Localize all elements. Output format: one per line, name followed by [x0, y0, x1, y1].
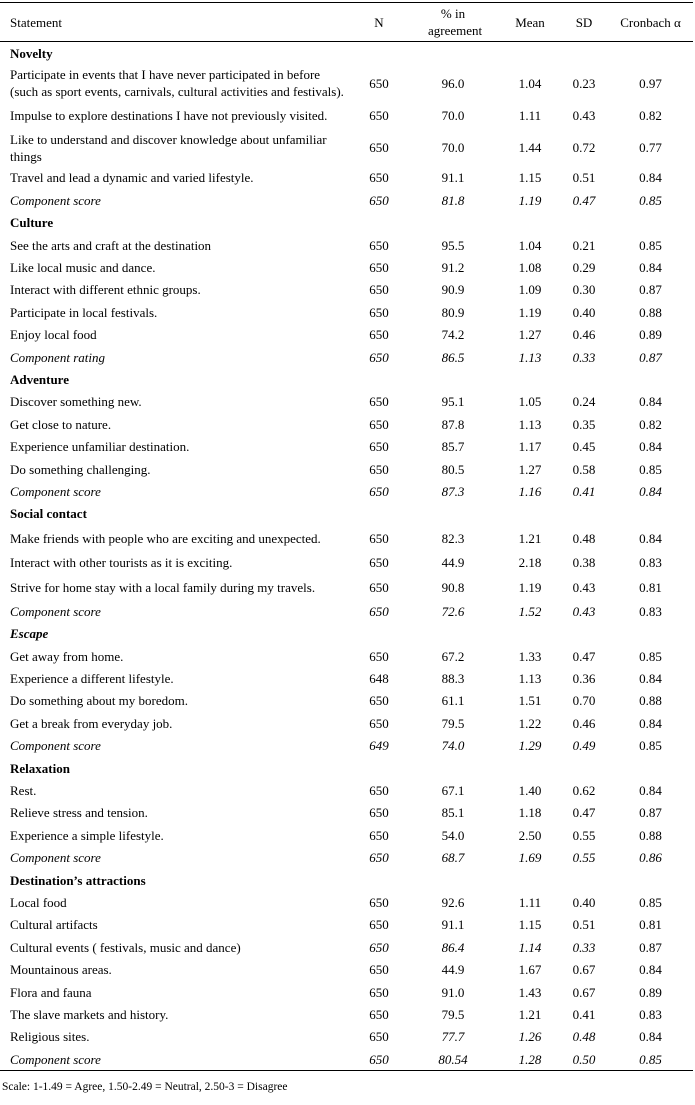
- n-cell: 650: [369, 349, 389, 365]
- cronbach-cell: 0.85: [639, 648, 662, 664]
- scale-note: Scale: 1-1.49 = Agree, 1.50-2.49 = Neutral, 2.50-3 = Disagree: [2, 1081, 288, 1094]
- mean-cell: 1.18: [518, 805, 542, 821]
- component-score-row: [0, 847, 693, 869]
- mean-cell: 1.43: [518, 984, 542, 1000]
- sd-cell: 0.48: [572, 1029, 596, 1045]
- cronbach-cell: 0.85: [639, 461, 662, 477]
- cronbach-cell: 0.84: [639, 170, 662, 186]
- motivation-table: [0, 2, 693, 1071]
- mean-cell: 1.04: [518, 237, 542, 253]
- n-cell: 650: [369, 827, 389, 843]
- agreement-cell: 90.8: [441, 579, 465, 595]
- column-header-cronbach: Cronbach α: [620, 14, 681, 30]
- cronbach-cell: 0.81: [639, 917, 662, 933]
- cronbach-cell: 0.84: [639, 715, 662, 731]
- agreement-cell: 86.4: [441, 939, 465, 955]
- agreement-cell: 80.54: [438, 1051, 468, 1067]
- mean-cell: 1.15: [518, 917, 542, 933]
- sd-cell: 0.67: [572, 984, 596, 1000]
- mean-cell: 1.19: [518, 304, 542, 320]
- statement-cell: Component score: [10, 603, 101, 619]
- n-cell: 650: [369, 1051, 389, 1067]
- sd-cell: 0.47: [572, 648, 596, 664]
- statement-cell: See the arts and craft at the destination: [10, 237, 212, 253]
- section-heading: Destination’s attractions: [10, 872, 146, 888]
- statement-cell: Enjoy local food: [10, 327, 97, 343]
- table-row: [0, 574, 693, 600]
- agreement-cell: 77.7: [441, 1029, 465, 1045]
- table-row: [0, 435, 693, 457]
- statement-cell: Component score: [10, 1051, 101, 1067]
- component-score-row: [0, 346, 693, 368]
- sd-cell: 0.47: [572, 805, 596, 821]
- cronbach-cell: 0.85: [639, 237, 662, 253]
- cronbach-cell: 0.82: [639, 416, 662, 432]
- sd-cell: 0.40: [572, 304, 596, 320]
- statement-cell: Travel and lead a dynamic and varied lifestyle.: [10, 170, 254, 186]
- mean-cell: 1.14: [518, 939, 542, 955]
- sd-cell: 0.72: [572, 140, 596, 156]
- agreement-cell: 44.9: [441, 555, 465, 571]
- mean-cell: 1.08: [518, 260, 542, 276]
- statement-cell: Get away from home.: [10, 648, 124, 664]
- n-cell: 650: [369, 555, 389, 571]
- sd-cell: 0.43: [572, 108, 596, 124]
- n-cell: 650: [369, 579, 389, 595]
- sd-cell: 0.21: [572, 237, 596, 253]
- sd-cell: 0.55: [572, 827, 596, 843]
- n-cell: 650: [369, 894, 389, 910]
- cronbach-cell: 0.77: [639, 140, 662, 156]
- mean-cell: 1.15: [518, 170, 542, 186]
- n-cell: 650: [369, 693, 389, 709]
- n-cell: 650: [369, 1029, 389, 1045]
- n-cell: 650: [369, 416, 389, 432]
- n-cell: 650: [369, 327, 389, 343]
- cronbach-cell: 0.81: [639, 579, 662, 595]
- statement-cell: Impulse to explore destinations I have not previously visited.: [10, 108, 328, 124]
- column-header-mean: Mean: [515, 14, 545, 30]
- statement-cell: Do something about my boredom.: [10, 693, 189, 709]
- mean-cell: 1.28: [518, 1051, 542, 1067]
- agreement-cell: 74.0: [441, 738, 465, 754]
- agreement-cell: 92.6: [441, 894, 465, 910]
- mean-cell: 1.09: [518, 282, 542, 298]
- cronbach-cell: 0.87: [639, 349, 662, 365]
- n-cell: 650: [369, 282, 389, 298]
- n-cell: 650: [369, 1006, 389, 1022]
- cronbach-cell: 0.84: [639, 1029, 662, 1045]
- section-heading: Culture: [10, 215, 54, 231]
- n-cell: 650: [369, 260, 389, 276]
- sd-cell: 0.49: [572, 738, 596, 754]
- table-row: [0, 234, 693, 256]
- sd-cell: 0.47: [572, 192, 596, 208]
- n-cell: 648: [369, 671, 389, 687]
- agreement-cell: 80.9: [441, 304, 465, 320]
- statement-cell: Local food: [10, 894, 67, 910]
- statement-cell: Interact with different ethnic groups.: [10, 282, 201, 298]
- statement-cell: Component score: [10, 738, 101, 754]
- statement-cell: Component score: [10, 850, 101, 866]
- n-cell: 650: [369, 75, 389, 91]
- sd-cell: 0.48: [572, 530, 596, 546]
- n-cell: 650: [369, 530, 389, 546]
- mean-cell: 1.67: [518, 962, 542, 978]
- agreement-cell: 91.1: [441, 917, 465, 933]
- statement-cell: Relieve stress and tension.: [10, 805, 148, 821]
- statement-cell: Component score: [10, 192, 101, 208]
- section-heading-row: [0, 212, 693, 234]
- cronbach-cell: 0.84: [639, 483, 662, 499]
- agreement-cell: 70.0: [441, 140, 465, 156]
- cronbach-cell: 0.87: [639, 805, 662, 821]
- component-score-row: [0, 189, 693, 211]
- statement-cell: Cultural events ( festivals, music and dance): [10, 939, 241, 955]
- cronbach-cell: 0.84: [639, 439, 662, 455]
- mean-cell: 1.16: [518, 483, 542, 499]
- mean-cell: 2.18: [518, 555, 542, 571]
- table-row: [0, 167, 693, 189]
- column-header-n: N: [374, 14, 384, 30]
- sd-cell: 0.33: [572, 939, 596, 955]
- section-heading-row: [0, 757, 693, 779]
- table-row: [0, 256, 693, 278]
- table-row: [0, 824, 693, 846]
- sd-cell: 0.51: [572, 170, 596, 186]
- mean-cell: 1.44: [518, 140, 542, 156]
- cronbach-cell: 0.88: [639, 693, 662, 709]
- agreement-cell: 88.3: [441, 671, 465, 687]
- mean-cell: 1.04: [518, 75, 542, 91]
- sd-cell: 0.58: [572, 461, 596, 477]
- column-header-sd: SD: [575, 14, 593, 30]
- mean-cell: 1.26: [518, 1029, 542, 1045]
- statement-cell: Rest.: [10, 783, 37, 799]
- table-row: [0, 391, 693, 413]
- agreement-cell: 86.5: [441, 349, 465, 365]
- statement-cell: Interact with other tourists as it is exciting.: [10, 555, 233, 571]
- cronbach-cell: 0.83: [639, 603, 662, 619]
- cronbach-cell: 0.83: [639, 1006, 662, 1022]
- mean-cell: 1.11: [518, 108, 542, 124]
- cronbach-cell: 0.83: [639, 555, 662, 571]
- agreement-cell: 74.2: [441, 327, 465, 343]
- table-row: [0, 667, 693, 689]
- n-cell: 650: [369, 603, 389, 619]
- mean-cell: 1.13: [518, 416, 542, 432]
- table-row: [0, 690, 693, 712]
- n-cell: 650: [369, 461, 389, 477]
- n-cell: 650: [369, 850, 389, 866]
- section-heading-row: [0, 503, 693, 525]
- cronbach-cell: 0.89: [639, 327, 662, 343]
- sd-cell: 0.43: [572, 603, 596, 619]
- agreement-cell: 87.3: [441, 483, 465, 499]
- n-cell: 650: [369, 304, 389, 320]
- statement-cell: Make friends with people who are exciting and unexpected.: [10, 530, 321, 546]
- agreement-cell: 44.9: [441, 962, 465, 978]
- agreement-cell: 79.5: [441, 1006, 465, 1022]
- mean-cell: 1.13: [518, 349, 542, 365]
- section-heading-row: [0, 623, 693, 645]
- statement-cell: Component rating: [10, 349, 105, 365]
- sd-cell: 0.35: [572, 416, 596, 432]
- cronbach-cell: 0.84: [639, 260, 662, 276]
- cronbach-cell: 0.87: [639, 939, 662, 955]
- agreement-cell: 81.8: [441, 192, 465, 208]
- mean-cell: 1.11: [518, 894, 542, 910]
- agreement-cell: 91.2: [441, 260, 465, 276]
- table-row: [0, 525, 693, 551]
- agreement-cell: 67.2: [441, 648, 465, 664]
- statement-cell: Religious sites.: [10, 1029, 90, 1045]
- component-score-row: [0, 1048, 693, 1071]
- n-cell: 650: [369, 939, 389, 955]
- cronbach-cell: 0.87: [639, 282, 662, 298]
- section-heading: Adventure: [10, 371, 69, 387]
- section-heading: Novelty: [10, 45, 53, 61]
- sd-cell: 0.41: [572, 1006, 596, 1022]
- cronbach-cell: 0.85: [639, 894, 662, 910]
- table-row: [0, 551, 693, 573]
- statement-cell: Mountainous areas.: [10, 962, 112, 978]
- n-cell: 650: [369, 962, 389, 978]
- table-header-row: [0, 3, 693, 42]
- sd-cell: 0.30: [572, 282, 596, 298]
- cronbach-cell: 0.89: [639, 984, 662, 1000]
- statement-cell: Strive for home stay with a local family during my travels.: [10, 579, 316, 595]
- n-cell: 650: [369, 140, 389, 156]
- n-cell: 650: [369, 108, 389, 124]
- sd-cell: 0.67: [572, 962, 596, 978]
- sd-cell: 0.55: [572, 850, 596, 866]
- cronbach-cell: 0.86: [639, 850, 662, 866]
- component-score-row: [0, 600, 693, 622]
- mean-cell: 1.05: [518, 394, 542, 410]
- agreement-cell: 95.5: [441, 237, 465, 253]
- section-heading-row: [0, 869, 693, 891]
- sd-cell: 0.70: [572, 693, 596, 709]
- mean-cell: 1.17: [518, 439, 542, 455]
- sd-cell: 0.43: [572, 579, 596, 595]
- sd-cell: 0.29: [572, 260, 596, 276]
- sd-cell: 0.40: [572, 894, 596, 910]
- table-row: [0, 958, 693, 980]
- table-row: [0, 102, 693, 128]
- sd-cell: 0.36: [572, 671, 596, 687]
- agreement-cell: 96.0: [441, 75, 465, 91]
- mean-cell: 1.27: [518, 327, 542, 343]
- section-heading: Social contact: [10, 506, 87, 522]
- component-score-row: [0, 480, 693, 502]
- component-score-row: [0, 735, 693, 757]
- agreement-cell: 87.8: [441, 416, 465, 432]
- cronbach-cell: 0.97: [639, 75, 662, 91]
- n-cell: 650: [369, 170, 389, 186]
- sd-cell: 0.24: [572, 394, 596, 410]
- statement-cell: Flora and fauna: [10, 984, 92, 1000]
- cronbach-cell: 0.88: [639, 827, 662, 843]
- statement-cell: Experience a simple lifestyle.: [10, 827, 164, 843]
- agreement-cell: 82.3: [441, 530, 465, 546]
- statement-cell: Cultural artifacts: [10, 917, 98, 933]
- sd-cell: 0.46: [572, 715, 596, 731]
- mean-cell: 1.21: [518, 530, 542, 546]
- table-row: [0, 712, 693, 734]
- table-row: [0, 458, 693, 480]
- cronbach-cell: 0.84: [639, 962, 662, 978]
- table-row: [0, 981, 693, 1003]
- mean-cell: 1.33: [518, 648, 542, 664]
- mean-cell: 1.21: [518, 1006, 542, 1022]
- n-cell: 650: [369, 984, 389, 1000]
- sd-cell: 0.50: [572, 1051, 596, 1067]
- agreement-cell: 79.5: [441, 715, 465, 731]
- mean-cell: 1.52: [518, 603, 542, 619]
- cronbach-cell: 0.85: [639, 1051, 662, 1067]
- cronbach-cell: 0.88: [639, 304, 662, 320]
- sd-cell: 0.46: [572, 327, 596, 343]
- agreement-cell: 90.9: [441, 282, 465, 298]
- table-row: [0, 914, 693, 936]
- table-row: [0, 936, 693, 958]
- statement-cell: Get close to nature.: [10, 416, 112, 432]
- sd-cell: 0.41: [572, 483, 596, 499]
- n-cell: 650: [369, 805, 389, 821]
- statement-cell: The slave markets and history.: [10, 1006, 169, 1022]
- statement-cell: Participate in local festivals.: [10, 304, 158, 320]
- section-heading-row: [0, 42, 693, 65]
- agreement-cell: 72.6: [441, 603, 465, 619]
- mean-cell: 1.19: [518, 192, 542, 208]
- table-body: [0, 42, 693, 1071]
- mean-cell: 1.51: [518, 693, 542, 709]
- statement-cell: Discover something new.: [10, 394, 142, 410]
- section-heading: Relaxation: [10, 760, 70, 776]
- agreement-cell: 68.7: [441, 850, 465, 866]
- statement-cell: Experience unfamiliar destination.: [10, 439, 190, 455]
- cronbach-cell: 0.85: [639, 738, 662, 754]
- agreement-cell: 91.1: [441, 170, 465, 186]
- sd-cell: 0.62: [572, 783, 596, 799]
- table-row: [0, 779, 693, 801]
- statement-cell: Experience a different lifestyle.: [10, 671, 174, 687]
- statement-cell: Get a break from everyday job.: [10, 715, 173, 731]
- table-row: [0, 64, 693, 102]
- table-row: [0, 802, 693, 824]
- cronbach-cell: 0.84: [639, 671, 662, 687]
- n-cell: 650: [369, 783, 389, 799]
- mean-cell: 1.29: [518, 738, 542, 754]
- cronbach-cell: 0.84: [639, 783, 662, 799]
- table-row: [0, 1026, 693, 1048]
- agreement-cell: 61.1: [441, 693, 465, 709]
- table-row: [0, 645, 693, 667]
- mean-cell: 1.40: [518, 783, 542, 799]
- agreement-cell: 95.1: [441, 394, 465, 410]
- sd-cell: 0.33: [572, 349, 596, 365]
- mean-cell: 2.50: [518, 827, 542, 843]
- sd-cell: 0.51: [572, 917, 596, 933]
- table-row: [0, 301, 693, 323]
- n-cell: 650: [369, 715, 389, 731]
- column-header-statement: Statement: [10, 14, 62, 30]
- statement-cell: Like to understand and discover knowledge about unfamiliar things: [10, 131, 327, 164]
- sd-cell: 0.23: [572, 75, 596, 91]
- sd-cell: 0.38: [572, 555, 596, 571]
- agreement-cell: 67.1: [441, 783, 465, 799]
- section-heading-row: [0, 368, 693, 390]
- statement-cell: Component score: [10, 483, 101, 499]
- n-cell: 650: [369, 439, 389, 455]
- mean-cell: 1.22: [518, 715, 542, 731]
- n-cell: 649: [369, 738, 389, 754]
- agreement-cell: 85.7: [441, 439, 465, 455]
- mean-cell: 1.27: [518, 461, 542, 477]
- n-cell: 650: [369, 192, 389, 208]
- column-header-agreement: % in agreement: [428, 6, 483, 38]
- table-row: [0, 1003, 693, 1025]
- sd-cell: 0.45: [572, 439, 596, 455]
- agreement-cell: 85.1: [441, 805, 465, 821]
- n-cell: 650: [369, 648, 389, 664]
- n-cell: 650: [369, 394, 389, 410]
- mean-cell: 1.19: [518, 579, 542, 595]
- mean-cell: 1.13: [518, 671, 542, 687]
- agreement-cell: 80.5: [441, 461, 465, 477]
- agreement-cell: 54.0: [441, 827, 465, 843]
- section-heading: Escape: [10, 626, 49, 642]
- table-row: [0, 324, 693, 346]
- statement-cell: Like local music and dance.: [10, 260, 156, 276]
- n-cell: 650: [369, 237, 389, 253]
- cronbach-cell: 0.85: [639, 192, 662, 208]
- cronbach-cell: 0.84: [639, 530, 662, 546]
- statement-cell: Participate in events that I have never participated in before (such as sport events, carnivals, cultural activities and festivals).: [10, 67, 344, 100]
- table-row: [0, 891, 693, 913]
- table-row: [0, 413, 693, 435]
- statement-cell: Do something challenging.: [10, 461, 151, 477]
- n-cell: 650: [369, 917, 389, 933]
- agreement-cell: 70.0: [441, 108, 465, 124]
- table-row: [0, 279, 693, 301]
- n-cell: 650: [369, 483, 389, 499]
- cronbach-cell: 0.84: [639, 394, 662, 410]
- cronbach-cell: 0.82: [639, 108, 662, 124]
- table-row: [0, 129, 693, 167]
- mean-cell: 1.69: [518, 850, 542, 866]
- agreement-cell: 91.0: [441, 984, 465, 1000]
